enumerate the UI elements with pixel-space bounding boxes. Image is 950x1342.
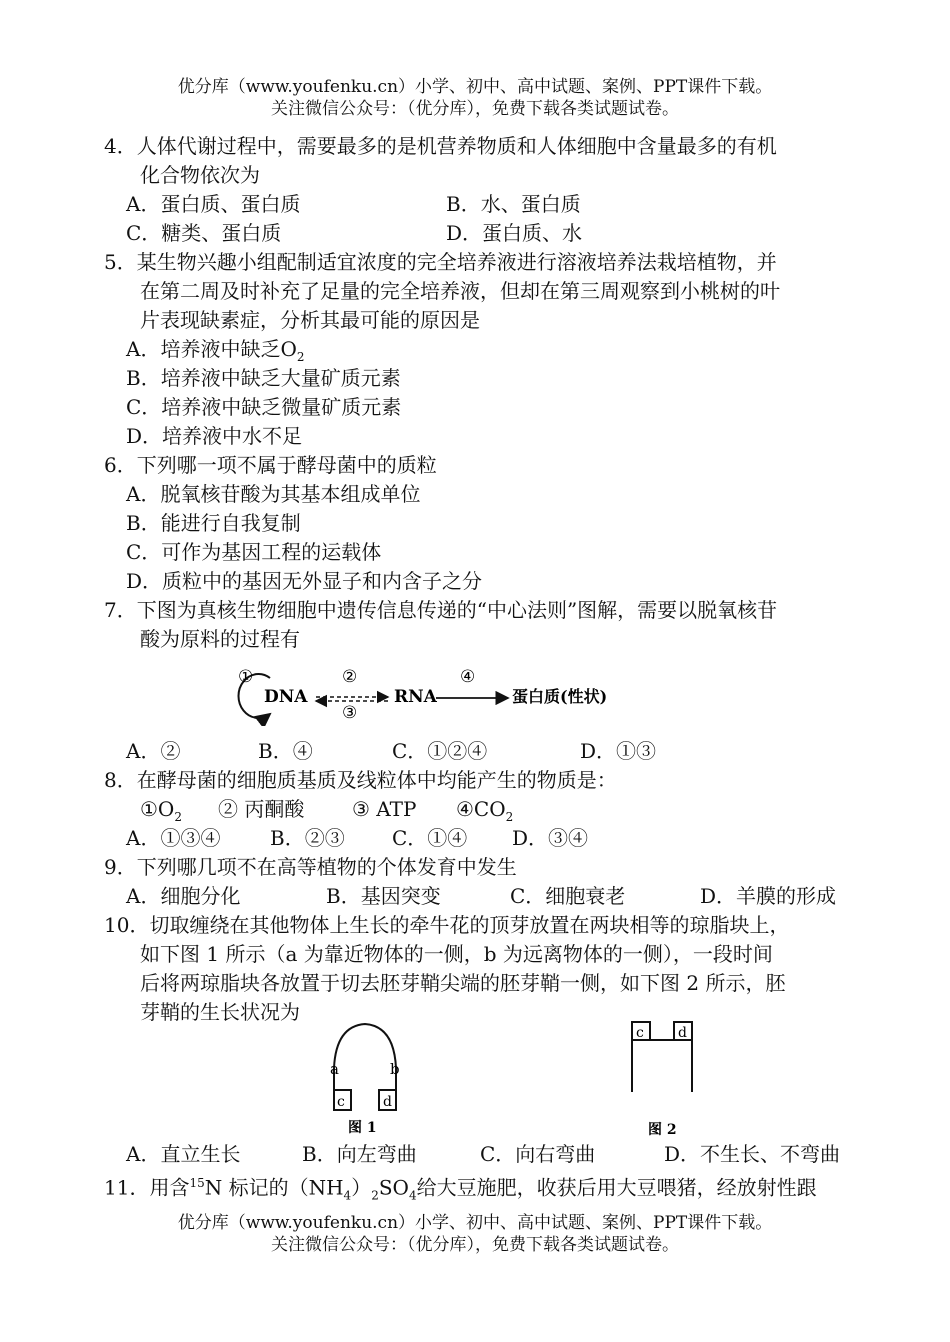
q6-stem: 6．下列哪一项不属于酵母菌中的质粒 (104, 453, 437, 477)
q8-option-c: C．①④ (392, 826, 468, 850)
label-rna: RNA (394, 687, 437, 707)
q7-option-b: B．④ (258, 739, 313, 763)
q10-stem-line3: 后将两琼脂块各放置于切去胚芽鞘尖端的胚芽鞘一侧，如下图 2 所示，胚 (140, 971, 786, 995)
q10-option-a: A．直立生长 (126, 1142, 241, 1166)
q5-option-c: C．培养液中缺乏微量矿质元素 (126, 395, 402, 419)
q7-option-a: A．② (126, 739, 181, 763)
q7-option-c: C．①②④ (392, 739, 488, 763)
q10-option-d: D．不生长、不弯曲 (664, 1142, 841, 1166)
q5-stem-line3: 片表现缺素症，分析其最可能的原因是 (140, 308, 480, 332)
q8-option-a: A．①③④ (126, 826, 221, 850)
q10-stem-line1: 10．切取缠绕在其他物体上生长的牵牛花的顶芽放置在两块相等的琼脂块上， (104, 913, 790, 937)
fig1-label-a: a (330, 1060, 339, 1078)
fig1-label-b: b (390, 1060, 400, 1078)
q10-option-b: B．向左弯曲 (302, 1142, 417, 1166)
footer-line-1: 优分库（www.youfenku.cn）小学、初中、高中试题、案例、PPT课件下载。 (177, 1213, 773, 1233)
figure-2 (618, 1018, 708, 1142)
fig1-label-c: c (337, 1094, 345, 1110)
q9-option-b: B．基因突变 (326, 884, 441, 908)
q5-stem-line2: 在第二周及时补充了足量的完全培养液，但却在第三周观察到小桃树的叶 (140, 279, 780, 303)
q4-option-d: D．蛋白质、水 (446, 221, 583, 245)
fig2-label-c: c (636, 1025, 644, 1041)
q7-stem-line2: 酸为原料的过程有 (140, 627, 300, 651)
q9-option-d: D．羊膜的形成 (700, 884, 837, 908)
q8-item-3: ③ ATP (352, 797, 417, 821)
q6-option-c: C．可作为基因工程的运载体 (126, 540, 382, 564)
q4-option-c: C．糖类、蛋白质 (126, 221, 282, 245)
label-process-2: ② (342, 667, 358, 687)
central-dogma-diagram (230, 660, 630, 726)
q5-option-b: B．培养液中缺乏大量矿质元素 (126, 366, 401, 390)
q8-item-1: $①O_2$ (140, 797, 182, 824)
q6-option-a: A．脱氧核苷酸为其基本组成单位 (126, 482, 421, 506)
q9-option-c: C．细胞衰老 (510, 884, 626, 908)
q4-option-b: B．水、蛋白质 (446, 192, 581, 216)
q5-stem-line1: 5．某生物兴趣小组配制适宜浓度的完全培养液进行溶液培养法栽培植物，并 (104, 250, 777, 274)
q8-stem: 8．在酵母菌的细胞质基质及线粒体中均能产生的物质是： (104, 768, 617, 792)
label-process-1: ① (238, 667, 254, 687)
q10-stem-line4: 芽鞘的生长状况为 (140, 1000, 300, 1024)
q9-stem: 9．下列哪几项不在高等植物的个体发育中发生 (104, 855, 517, 879)
q6-option-d: D．质粒中的基因无外显子和内含子之分 (126, 569, 483, 593)
q5-option-d: D．培养液中水不足 (126, 424, 303, 448)
q8-option-b: B．②③ (270, 826, 345, 850)
q8-option-d: D．③④ (512, 826, 589, 850)
q10-stem-line2: 如下图 1 所示（a 为靠近物体的一侧，b 为远离物体的一侧），一段时间 (140, 942, 773, 966)
fig2-caption: 图 2 (648, 1122, 677, 1138)
q7-stem-line1: 7．下图为真核生物细胞中遗传信息传递的“中心法则”图解，需要以脱氧核苷 (104, 598, 778, 622)
label-process-3: ③ (342, 703, 358, 723)
fig1-label-d: d (383, 1094, 392, 1110)
label-dna: DNA (264, 687, 308, 707)
footer-line-2: 关注微信公众号：（优分库），免费下载各类试题试卷。 (271, 1235, 679, 1255)
q11-stem: 11．用含$^{15}$N 标记的$(NH_4)_2SO_4$给大豆施肥，收获后用大豆喂猪，经放射性跟 (104, 1175, 817, 1203)
q9-option-a: A．细胞分化 (126, 884, 241, 908)
header-line-2: 关注微信公众号：（优分库），免费下载各类试题试卷。 (271, 99, 679, 119)
q4-option-a: A．蛋白质、蛋白质 (126, 192, 301, 216)
fig1-caption: 图 1 (348, 1120, 377, 1136)
q10-option-c: C．向右弯曲 (480, 1142, 596, 1166)
q6-option-b: B．能进行自我复制 (126, 511, 301, 535)
q8-item-4: $④CO_2$ (456, 797, 514, 824)
q5-option-a: A．培养液中缺乏$O_2$ (126, 337, 305, 364)
q4-stem-line2: 化合物依次为 (140, 163, 260, 187)
label-protein: 蛋白质(性状) (512, 687, 608, 706)
figure-1 (322, 1018, 412, 1136)
q4-stem-line1: 4．人体代谢过程中，需要最多的是机营养物质和人体细胞中含量最多的有机 (104, 134, 777, 158)
fig2-label-d: d (678, 1025, 687, 1041)
header-line-1: 优分库（www.youfenku.cn）小学、初中、高中试题、案例、PPT课件下载。 (177, 77, 773, 97)
q7-option-d: D．①③ (580, 739, 657, 763)
label-process-4: ④ (460, 667, 476, 687)
q8-item-2: ② 丙酮酸 (218, 797, 305, 821)
